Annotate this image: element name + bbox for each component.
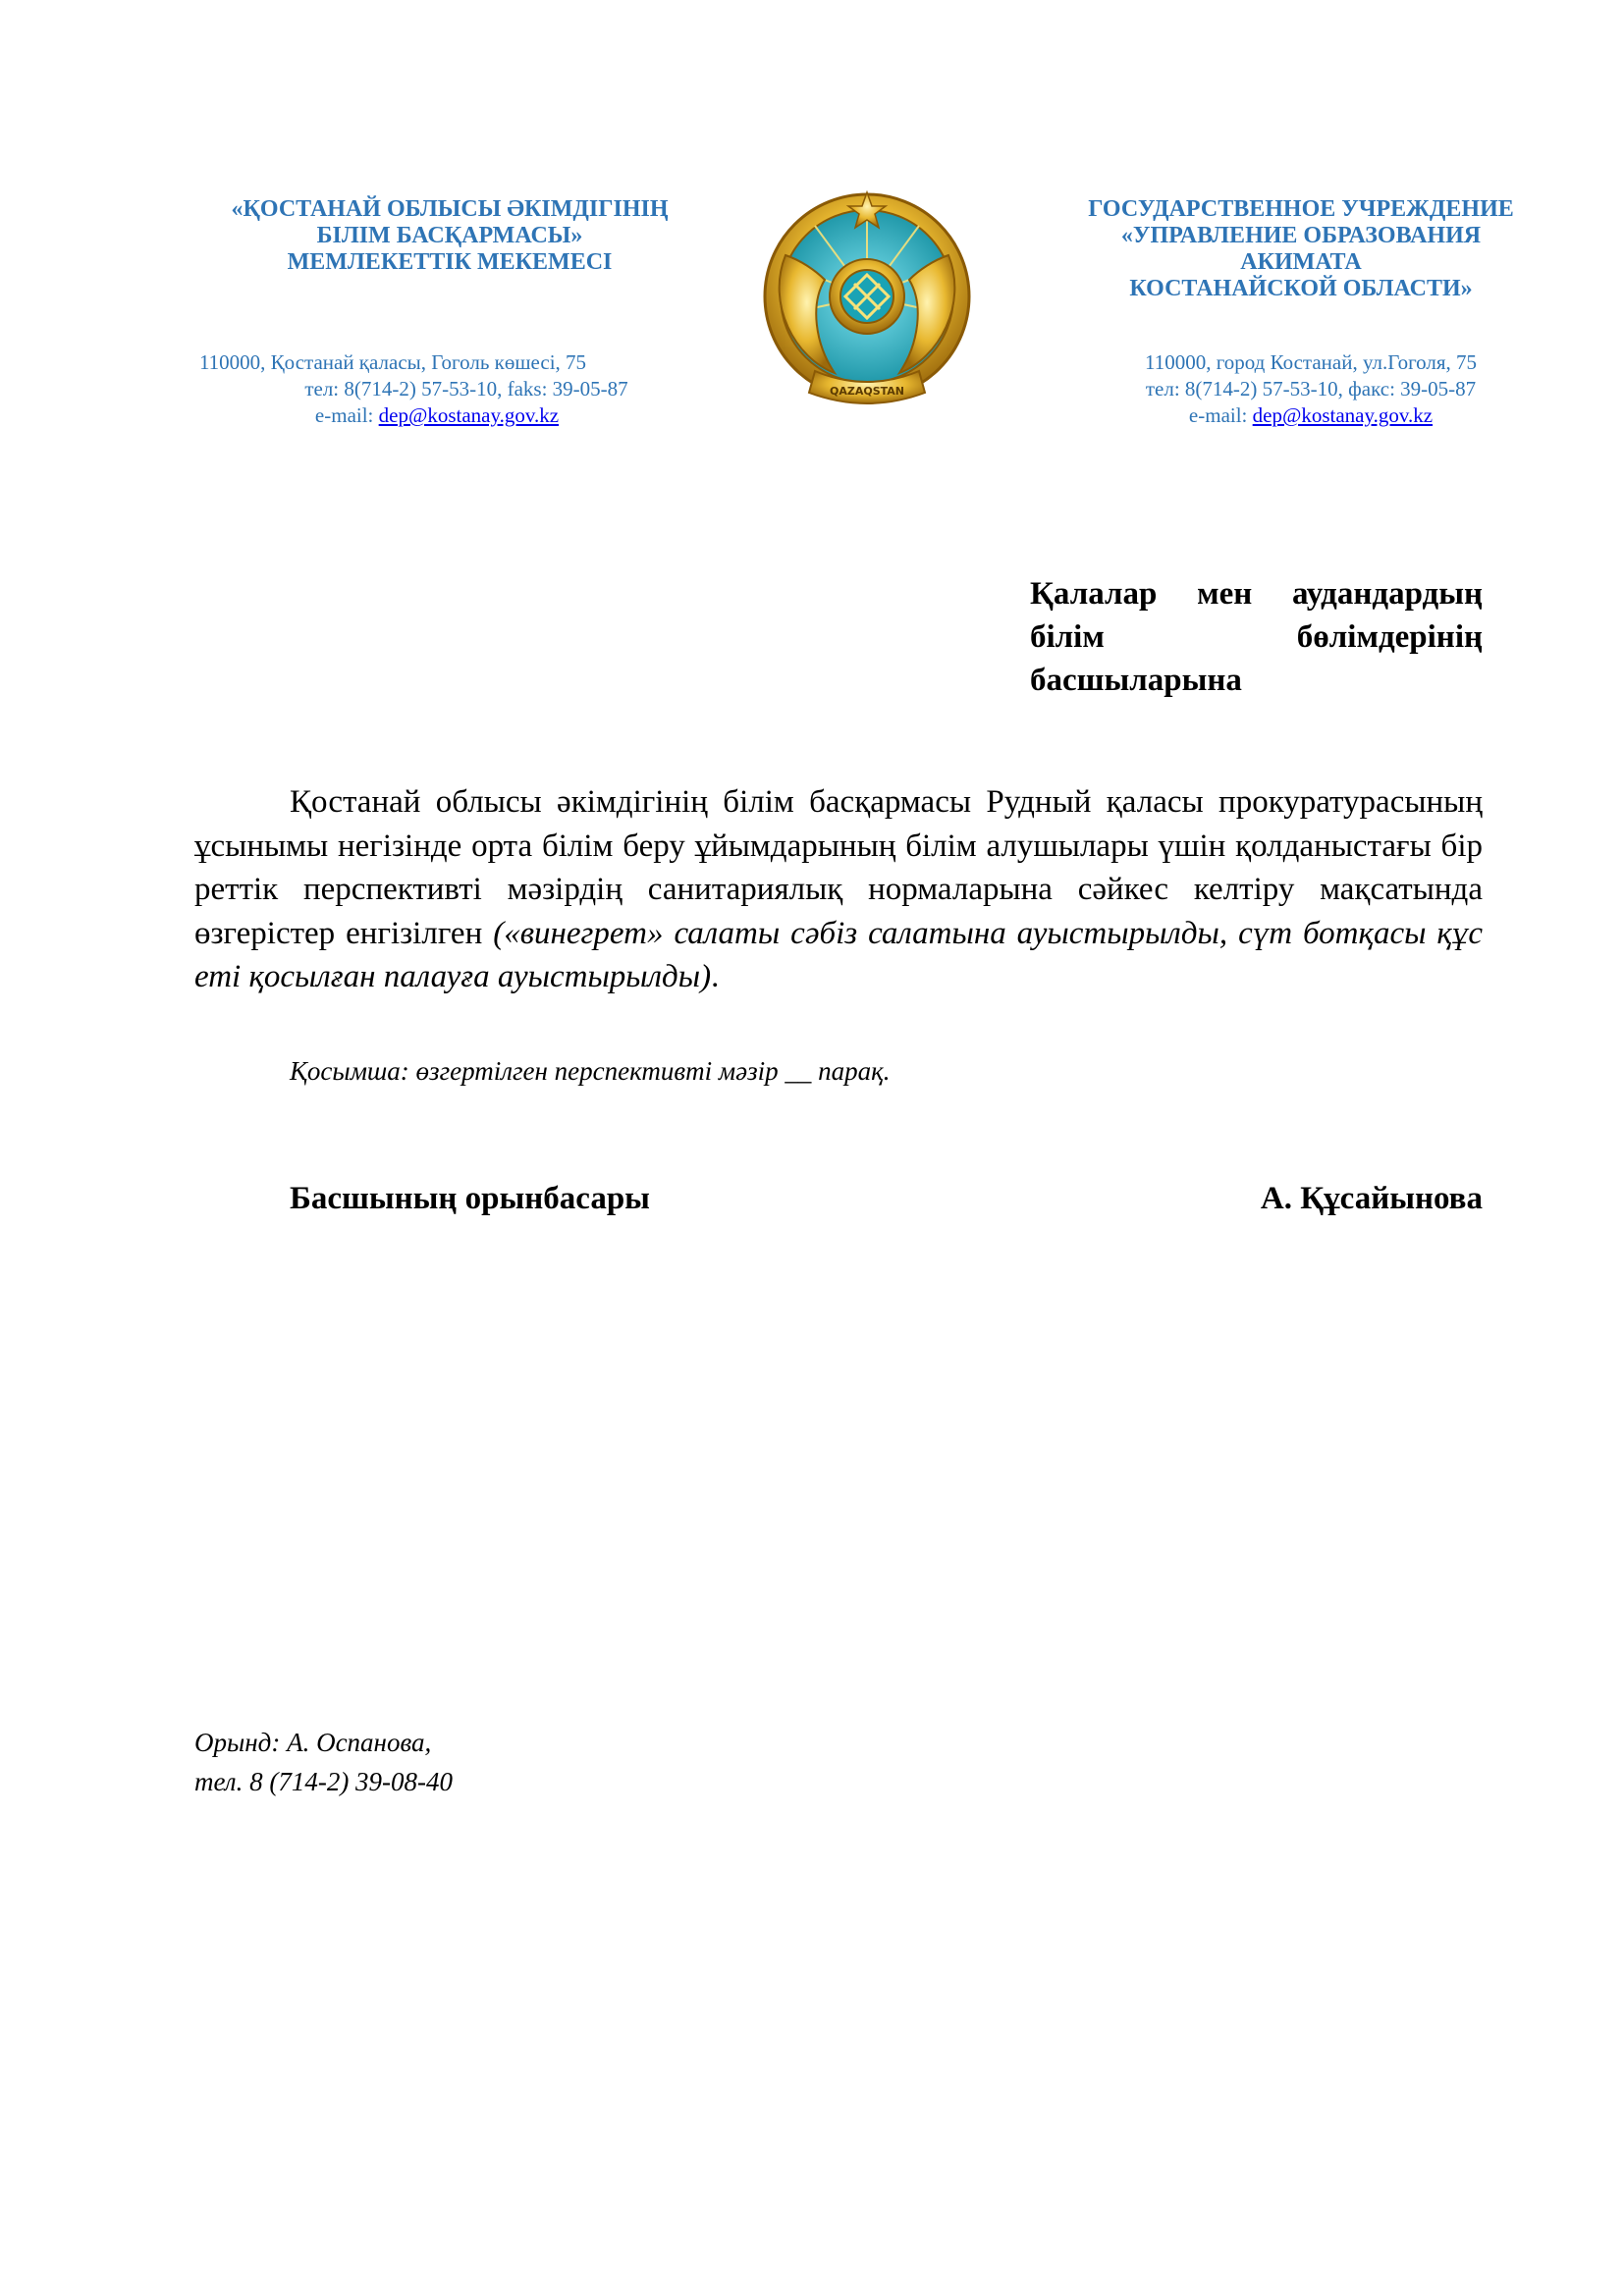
executor-phone: тел. 8 (714-2) 39-08-40	[194, 1767, 454, 1796]
header-right-address: 110000, город Костанай, ул.Гоголя, 75	[1144, 350, 1478, 374]
header-left-phone: тел: 8(714-2) 57-53-10, faks: 39-05-87	[304, 377, 628, 400]
header-left-address: 110000, Қостанай қаласы, Гоголь көшесі, 75	[198, 350, 587, 374]
header-right-title	[1041, 196, 1561, 302]
executor-name: Орынд: А. Оспанова,	[194, 1728, 432, 1757]
header-left-title-line: «ҚОСТАНАЙ ОБЛЫСЫ ӘКІМДІГІНІҢ	[231, 196, 669, 222]
signatory-name: А. Құсайынова	[1260, 1181, 1483, 1216]
letter-body	[194, 780, 1483, 999]
addressee-block	[1030, 572, 1483, 702]
header-right-title-line: АКИМАТА	[1240, 249, 1362, 275]
header-right-phone: тел: 8(714-2) 57-53-10, факс: 39-05-87	[1145, 377, 1477, 400]
header-right-email-row	[1051, 402, 1542, 429]
attachment-note: Қосымша: өзгертілген перспективті мәзір __ парақ.	[290, 1056, 891, 1086]
header-left-email-link[interactable]: dep@kostanay.gov.kz	[378, 403, 560, 427]
header-left-title-line: БІЛІМ БАСҚАРМАСЫ»	[316, 223, 583, 248]
header-right-email-label: e-mail:	[1188, 403, 1248, 427]
addressee-line: басшыларына	[1030, 663, 1242, 698]
header-right-email-link[interactable]: dep@kostanay.gov.kz	[1252, 403, 1434, 427]
addressee-word: мен	[1197, 576, 1253, 612]
signatory-position: Басшының орынбасары	[290, 1181, 650, 1216]
header-right-title-line: «УПРАВЛЕНИЕ ОБРАЗОВАНИЯ	[1120, 223, 1482, 248]
kazakhstan-state-emblem-icon	[756, 187, 978, 414]
addressee-word: Қалалар	[1030, 576, 1158, 612]
addressee-word: аудандардың	[1291, 576, 1483, 612]
letter-body-end: .	[711, 959, 720, 994]
header-left-email-label: e-mail:	[314, 403, 374, 427]
addressee-line	[1030, 615, 1483, 659]
addressee-line	[1030, 572, 1483, 615]
header-left-email-row	[147, 402, 668, 429]
letter-body-italic: («винегрет» салаты сәбіз салатына ауыстырылды, сүт ботқасы құс еті қосылған палауға ауыстырылды)	[194, 915, 1484, 994]
signature-row	[290, 1179, 1483, 1218]
header-left-contacts	[147, 349, 668, 429]
letter-body-main: Қостанай облысы әкімдігінің білім басқармасы Рудный қаласы прокуратурасының ұсынымы негізінде орта білім беру ұйымдарының білім алушылары үшін қолданыстағы бір реттік перспективті мәзірдің санитариялық нормаларына сәйкес келтіру мақсатында өзгерістер енгізілген	[194, 784, 1483, 951]
header-right-title-line: ГОСУДАРСТВЕННОЕ УЧРЕЖДЕНИЕ	[1088, 196, 1514, 222]
emblem-caption: QAZAQSTAN	[830, 385, 904, 398]
header-left-title	[196, 196, 703, 276]
header-right-contacts	[1051, 349, 1542, 429]
addressee-word: білім	[1030, 619, 1105, 655]
header-right-title-line: КОСТАНАЙСКОЙ ОБЛАСТИ»	[1129, 276, 1473, 301]
addressee-word: бөлімдерінің	[1296, 619, 1483, 655]
executor-block	[194, 1723, 453, 1801]
header-left-title-line: МЕМЛЕКЕТТІК МЕКЕМЕСІ	[287, 249, 613, 275]
